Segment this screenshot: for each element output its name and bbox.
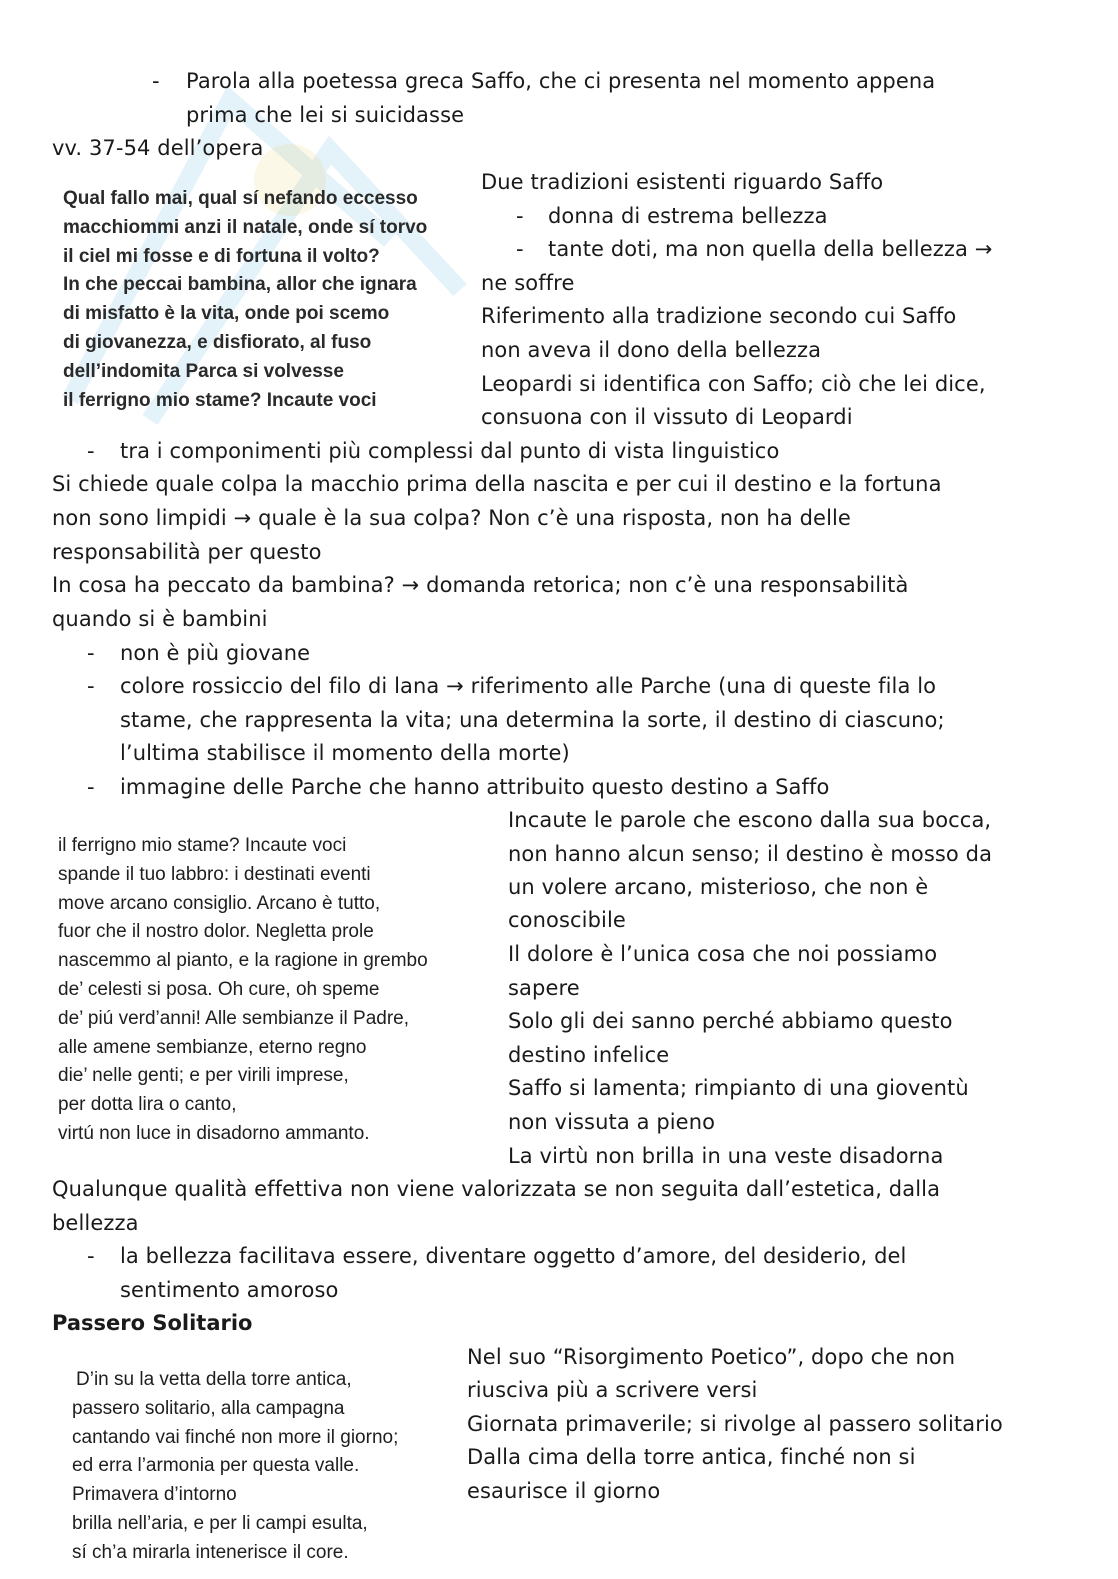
bullet-dash: - <box>152 69 160 93</box>
middle-paragraph-line: non sono limpidi → quale è la sua colpa? Non c’è una risposta, non ha delle <box>52 506 851 530</box>
bullet-dash: - <box>87 674 95 698</box>
middle-bullet-colore-cont: stame, che rappresenta la vita; una determina la sorte, il destino di ciascuno; <box>120 708 945 732</box>
poem-line: dell’indomita Parca si volvesse <box>63 360 344 382</box>
intro-bullet-line1: Parola alla poetessa greca Saffo, che ci presenta nel momento appena <box>186 69 936 93</box>
poem-line: virtú non luce in disadorno ammanto. <box>58 1122 370 1144</box>
poem-line: di giovanezza, e disfiorato, al fuso <box>63 331 372 353</box>
notes3-line: Nel suo “Risorgimento Poetico”, dopo che non <box>467 1345 956 1369</box>
poem-line: Qual fallo mai, qual sí nefando eccesso <box>63 188 418 209</box>
notes2-line: Saffo si lamenta; rimpianto di una gioventù <box>508 1076 969 1100</box>
poem-excerpt-2 <box>58 832 428 1149</box>
notes3-line: Dalla cima della torre antica, finché non si <box>467 1445 916 1469</box>
poem-line: spande il tuo labbro: i destinati eventi <box>58 863 371 885</box>
middle-paragraph-line: Si chiede quale colpa la macchio prima della nascita e per cui il destino e la fortuna <box>52 472 942 496</box>
notes1-line: non aveva il dono della bellezza <box>481 338 822 362</box>
poem-line: ed erra l’armonia per questa valle. <box>72 1455 360 1477</box>
notes2-line: non vissuta a pieno <box>508 1110 716 1134</box>
notes1-line: consuona con il vissuto di Leopardi <box>481 405 853 429</box>
poem-line: alle amene sembianze, eterno regno <box>58 1036 367 1058</box>
bullet-dash: - <box>87 439 95 463</box>
poem-line: di misfatto è la vita, onde poi scemo <box>63 303 390 325</box>
poem-line: cantando vai finché non more il giorno; <box>72 1426 399 1448</box>
notes1-line: ne soffre <box>481 271 575 295</box>
poem-line: fuor che il nostro dolor. Negletta prole <box>58 921 374 943</box>
lower-paragraph-line: bellezza <box>52 1211 139 1235</box>
middle-bullet-colore-cont: l’ultima stabilisce il momento della morte) <box>120 741 570 765</box>
poem-excerpt-3 <box>72 1366 398 1568</box>
middle-bullet-immagine: immagine delle Parche che hanno attribuito questo destino a Saffo <box>120 775 830 799</box>
bullet-dash: - <box>87 641 95 665</box>
notes2-line: La virtù non brilla in una veste disadorna <box>508 1144 944 1168</box>
poem-excerpt-1 <box>63 185 427 415</box>
poem-line: il ferrigno mio stame? Incaute voci <box>63 389 377 411</box>
poem-line: In che peccai bambina, allor che ignara <box>63 274 417 296</box>
poem-line: die’ nelle genti; e per virili imprese, <box>58 1065 349 1087</box>
middle-paragraph-line: quando si è bambini <box>52 607 268 631</box>
poem-line: per dotta lira o canto, <box>58 1094 237 1116</box>
lower-paragraph-line: Qualunque qualità effettiva non viene valorizzata se non seguita dall’estetica, dalla <box>52 1177 941 1201</box>
notes2-line: non hanno alcun senso; il destino è mosso da <box>508 842 993 866</box>
poem-line: macchiommi anzi il natale, onde sí torvo <box>63 216 428 238</box>
poem-line: nascemmo al pianto, e la ragione in grembo <box>58 950 428 972</box>
notes1-line: Leopardi si identifica con Saffo; ciò che lei dice, <box>481 372 986 396</box>
notes1-bullet-gifts: tante doti, ma non quella della bellezza → <box>548 237 993 261</box>
verses-reference: vv. 37-54 dell’opera <box>52 136 264 160</box>
notes3-line: Giornata primaverile; si rivolge al passero solitario <box>467 1412 1003 1436</box>
notes1-line: Due tradizioni esistenti riguardo Saffo <box>481 170 884 194</box>
section-heading: Passero Solitario <box>52 1311 253 1335</box>
bullet-dash: - <box>87 775 95 799</box>
middle-paragraph-line: In cosa ha peccato da bambina? → domanda retorica; non c’è una responsabilità <box>52 573 909 597</box>
notes2-line: destino infelice <box>508 1043 670 1067</box>
notes3-line: riusciva più a scrivere versi <box>467 1378 758 1402</box>
bullet-dash: - <box>87 1244 95 1268</box>
middle-bullet-giovane: non è più giovane <box>120 641 311 665</box>
bullet-dash: - <box>516 204 524 228</box>
lower-bullet-bellezza-cont: sentimento amoroso <box>120 1278 339 1302</box>
middle-bullet-colore: colore rossiccio del filo di lana → riferimento alle Parche (una di queste fila lo <box>120 674 937 698</box>
middle-paragraph-line: responsabilità per questo <box>52 540 322 564</box>
poem-line: brilla nell’aria, e per li campi esulta, <box>72 1512 368 1534</box>
bullet-dash: - <box>516 237 524 261</box>
notes2-line: sapere <box>508 976 580 1000</box>
notes2-line: Incaute le parole che escono dalla sua bocca, <box>508 808 992 832</box>
poem-line: sí ch’a mirarla intenerisce il core. <box>72 1541 349 1563</box>
notes2-line: Il dolore è l’unica cosa che noi possiamo <box>508 942 938 966</box>
notes3-line: esaurisce il giorno <box>467 1479 661 1503</box>
lower-bullet-bellezza: la bellezza facilitava essere, diventare oggetto d’amore, del desiderio, del <box>120 1244 907 1268</box>
middle-bullet-linguistic: tra i componimenti più complessi dal punto di vista linguistico <box>120 439 780 463</box>
poem-line: passero solitario, alla campagna <box>72 1397 345 1419</box>
poem-line: D’in su la vetta della torre antica, <box>76 1369 352 1390</box>
poem-line: move arcano consiglio. Arcano è tutto, <box>58 892 381 914</box>
notes2-line: conoscibile <box>508 908 626 932</box>
poem-line: de’ celesti si posa. Oh cure, oh speme <box>58 978 380 1000</box>
poem-line: Primavera d’intorno <box>72 1484 237 1506</box>
notes1-bullet-beauty: donna di estrema bellezza <box>548 204 828 228</box>
poem-line: de’ piú verd’anni! Alle sembianze il Padre, <box>58 1007 409 1029</box>
intro-bullet-line2: prima che lei si suicidasse <box>186 103 465 127</box>
poem-line: il ferrigno mio stame? Incaute voci <box>58 835 347 856</box>
notes2-line: un volere arcano, misterioso, che non è <box>508 875 929 899</box>
notes2-line: Solo gli dei sanno perché abbiamo questo <box>508 1009 953 1033</box>
poem-line: il ciel mi fosse e di fortuna il volto? <box>63 245 380 267</box>
notes1-line: Riferimento alla tradizione secondo cui Saffo <box>481 304 957 328</box>
